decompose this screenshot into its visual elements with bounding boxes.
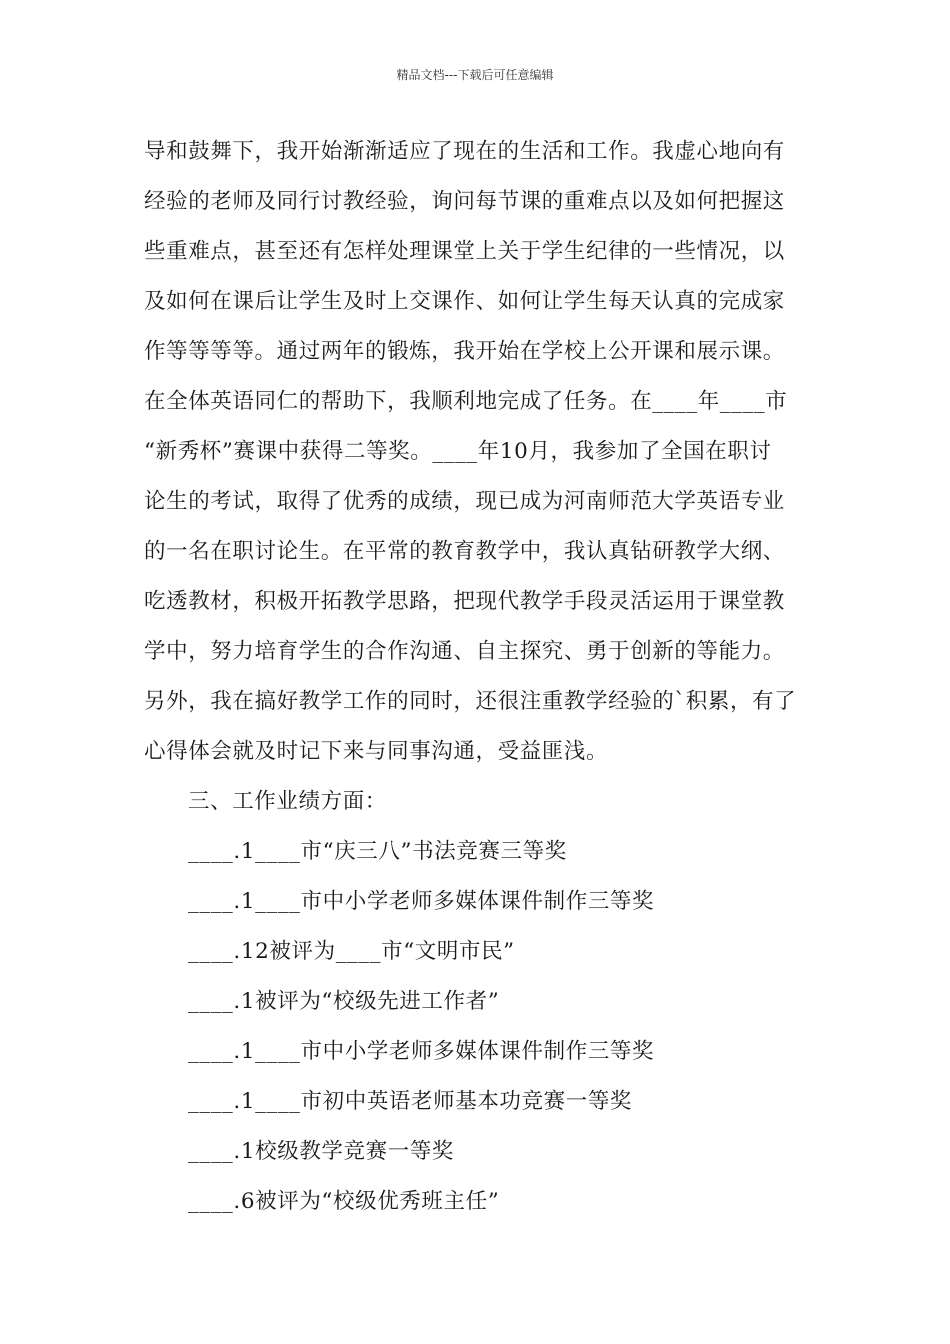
paragraph-line: 论生的考试，取得了优秀的成绩，现已成为河南师范大学英语专业 xyxy=(144,489,785,514)
award-item: ____.12被评为____市“文明市民” xyxy=(188,939,515,964)
paragraph-line: 经验的老师及同行讨教经验，询问每节课的重难点以及如何把握这 xyxy=(144,189,785,214)
section-title: 三、工作业绩方面： xyxy=(188,789,387,814)
paragraph-line: 作等等等等。通过两年的锻炼，我开始在学校上公开课和展示课。 xyxy=(144,339,785,364)
award-item: ____.1____市中小学老师多媒体课件制作三等奖 xyxy=(188,1039,655,1064)
paragraph-line: “新秀杯”赛课中获得二等奖。____年10月，我参加了全国在职讨 xyxy=(144,439,772,464)
award-item: ____.1____市“庆三八”书法竞赛三等奖 xyxy=(188,839,567,864)
paragraph-line: 学中，努力培育学生的合作沟通、自主探究、勇于创新的等能力。 xyxy=(144,639,785,664)
award-item: ____.6被评为“校级优秀班主任” xyxy=(188,1189,500,1214)
paragraph-line: 的一名在职讨论生。在平常的教育教学中，我认真钻研教学大纲、 xyxy=(144,539,785,564)
award-item: ____.1被评为“校级先进工作者” xyxy=(188,989,500,1014)
award-item: ____.1校级教学竞赛一等奖 xyxy=(188,1139,455,1164)
paragraph-line: 些重难点，甚至还有怎样处理课堂上关于学生纪律的一些情况，以 xyxy=(144,239,785,264)
document-body xyxy=(144,132,814,1232)
award-item: ____.1____市初中英语老师基本功竞赛一等奖 xyxy=(188,1089,633,1114)
paragraph-line: 在全体英语同仁的帮助下，我顺利地完成了任务。在____年____市 xyxy=(144,389,788,414)
paragraph-line: 及如何在课后让学生及时上交课作、如何让学生每天认真的完成家 xyxy=(144,289,785,314)
paragraph-line: 心得体会就及时记下来与同事沟通，受益匪浅。 xyxy=(144,739,609,764)
award-item: ____.1____市中小学老师多媒体课件制作三等奖 xyxy=(188,889,655,914)
paragraph-line: 导和鼓舞下，我开始渐渐适应了现在的生活和工作。我虚心地向有 xyxy=(144,139,785,164)
paragraph-line: 另外，我在搞好教学工作的同时，还很注重教学经验的`积累，有了 xyxy=(144,689,797,714)
page-header: 精品文档---下载后可任意编辑 xyxy=(396,68,554,82)
paragraph-line: 吃透教材，积极开拓教学思路，把现代教学手段灵活运用于课堂教 xyxy=(144,589,785,614)
